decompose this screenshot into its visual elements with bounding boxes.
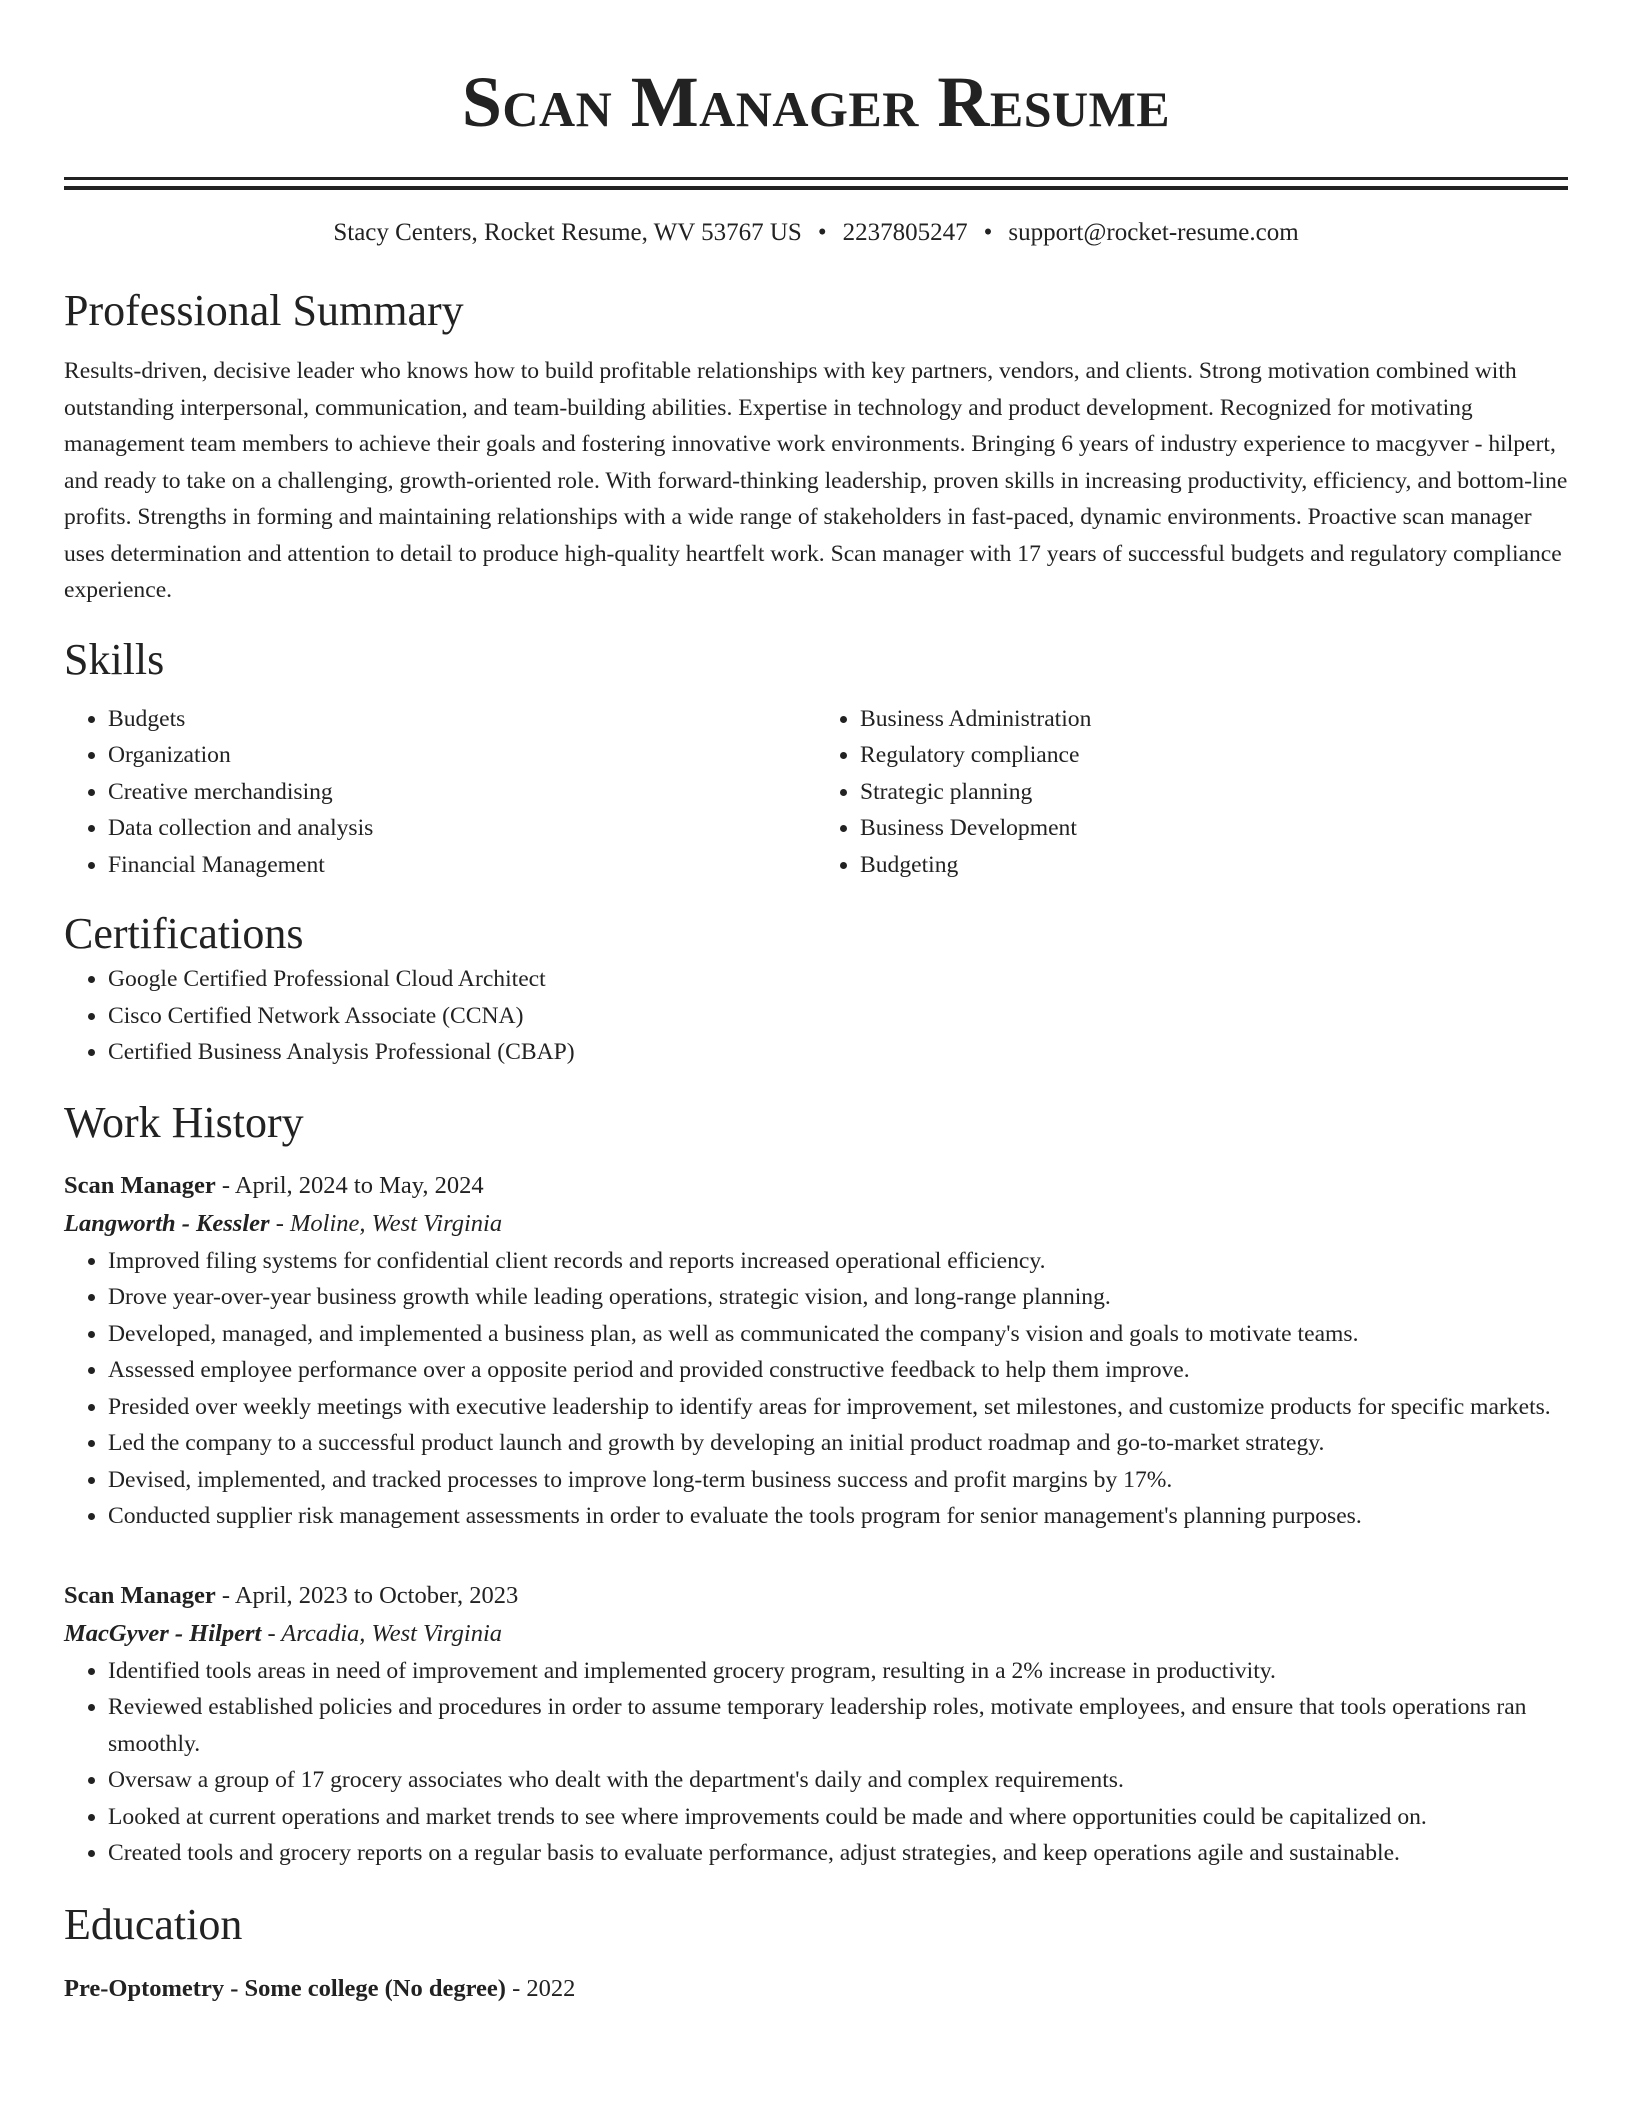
skill-item: • Budgets xyxy=(108,701,816,738)
education-year: 2022 xyxy=(526,1974,576,2002)
employer-line: MacGyver - Hilpert - Arcadia, West Virginia xyxy=(64,1619,502,1647)
certifications-heading: Certifications xyxy=(64,909,304,958)
contact-line xyxy=(64,216,1568,250)
certification-item: • Cisco Certified Network Associate (CCNA) xyxy=(108,998,1568,1035)
job-bullet: • Conducted supplier risk management assessments in order to evaluate the tools program for senior management's planning purposes. xyxy=(108,1498,1568,1535)
certifications-list xyxy=(64,961,1568,1071)
certification-item: • Certified Business Analysis Professional (CBAP) xyxy=(108,1034,1568,1071)
title-divider-thin xyxy=(64,177,1568,180)
job-bullet: • Looked at current operations and market trends to see where improvements could be made and where opportunities could be capitalized on. xyxy=(108,1799,1568,1836)
skill-item: • Business Administration xyxy=(860,701,1568,738)
skill-item: • Financial Management xyxy=(108,847,816,884)
job-title: Scan Manager xyxy=(64,1581,216,1609)
job-bullet: • Reviewed established policies and procedures in order to assume temporary leadership roles, motivate employees, and ensure that tools operations ran smoothly. xyxy=(108,1689,1568,1762)
job-bullet: • Created tools and grocery reports on a regular basis to evaluate performance, adjust strategies, and keep operations agile and sustainable. xyxy=(108,1835,1568,1872)
job-bullet: • Identified tools areas in need of improvement and implemented grocery program, resulting in a 2% increase in productivity. xyxy=(108,1653,1568,1690)
skill-item: • Strategic planning xyxy=(860,774,1568,811)
skills-grid xyxy=(64,701,1568,884)
job-bullet: • Drove year-over-year business growth while leading operations, strategic vision, and long-range planning. xyxy=(108,1279,1568,1316)
skill-item: • Business Development xyxy=(860,810,1568,847)
education-degree: Pre-Optometry - Some college (No degree) xyxy=(64,1974,506,2002)
summary-text: Results-driven, decisive leader who knows how to build profitable relationships with key partners, vendors, and clients. Strong motivation combined with outstanding interpersonal, communication, and team-building abilities. Expertise in technology and product development. Recognized for motivating management team members to achieve their goals and fostering innovative work environments. Bringing 6 years of industry experience to macgyver - hilpert, and ready to take on a challenging, growth-oriented role. With forward-thinking leadership, proven skills in increasing productivity, efficiency, and bottom-line profits. Strengths in forming and maintaining relationships with a wide range of stakeholders in fast-paced, dynamic environments. Proactive scan manager uses determination and attention to detail to produce high-quality heartfelt work. Scan manager with 17 years of successful budgets and regulatory compliance experience. xyxy=(64,358,1568,603)
job-dates: April, 2024 to May, 2024 xyxy=(234,1171,484,1199)
skill-item: • Regulatory compliance xyxy=(860,737,1568,774)
employer-name: Langworth - Kessler xyxy=(64,1209,270,1237)
job-title: Scan Manager xyxy=(64,1171,216,1199)
employer-location: Moline, West Virginia xyxy=(289,1209,503,1237)
certification-item: • Google Certified Professional Cloud Architect xyxy=(108,961,1568,998)
employer-line: Langworth - Kessler - Moline, West Virginia xyxy=(64,1209,503,1237)
skills-heading: Skills xyxy=(64,634,165,684)
job-bullet: • Oversaw a group of 17 grocery associates who dealt with the department's daily and complex requirements. xyxy=(108,1762,1568,1799)
job-entry xyxy=(64,1577,1568,1872)
contact-address: Stacy Centers, Rocket Resume, WV 53767 US xyxy=(333,219,802,246)
title-divider-thick xyxy=(64,186,1568,190)
employer-name: MacGyver - Hilpert xyxy=(64,1619,262,1647)
job-bullet: • Presided over weekly meetings with executive leadership to identify areas for improvement, set milestones, and customize products for specific markets. xyxy=(108,1389,1568,1426)
contact-phone: 2237805247 xyxy=(842,219,968,246)
skill-item: • Creative merchandising xyxy=(108,774,816,811)
contact-email: support@rocket-resume.com xyxy=(1008,219,1299,246)
contact-separator: • xyxy=(817,219,827,246)
resume-title: Scan Manager Resume xyxy=(461,62,1171,142)
skill-item: • Organization xyxy=(108,737,816,774)
education-entry: Pre-Optometry - Some college (No degree) - 2022 xyxy=(64,1974,576,2002)
education-heading: Education xyxy=(64,1899,243,1949)
job-title-line: Scan Manager - April, 2024 to May, 2024 xyxy=(64,1171,484,1199)
job-title-line: Scan Manager - April, 2023 to October, 2023 xyxy=(64,1581,519,1609)
job-bullet: • Devised, implemented, and tracked processes to improve long-term business success and profit margins by 17%. xyxy=(108,1462,1568,1499)
job-bullet: • Led the company to a successful product launch and growth by developing an initial product roadmap and go-to-market strategy. xyxy=(108,1425,1568,1462)
contact-separator: • xyxy=(983,219,993,246)
job-bullet: • Improved filing systems for confidential client records and reports increased operational efficiency. xyxy=(108,1243,1568,1280)
summary-heading: Professional Summary xyxy=(64,286,464,335)
job-bullet: • Developed, managed, and implemented a business plan, as well as communicated the company's vision and goals to motivate teams. xyxy=(108,1316,1568,1353)
employer-location: Arcadia, West Virginia xyxy=(281,1619,502,1647)
job-entry xyxy=(64,1167,1568,1535)
work-history-heading: Work History xyxy=(64,1097,304,1147)
skills-list-right xyxy=(816,701,1568,884)
job-bullet: • Assessed employee performance over a opposite period and provided constructive feedback to help them improve. xyxy=(108,1352,1568,1389)
skills-list-left xyxy=(64,701,816,884)
skill-item: • Data collection and analysis xyxy=(108,810,816,847)
job-bullets xyxy=(64,1653,1568,1872)
skill-item: • Budgeting xyxy=(860,847,1568,884)
job-dates: April, 2023 to October, 2023 xyxy=(234,1581,519,1609)
job-bullets xyxy=(64,1243,1568,1535)
